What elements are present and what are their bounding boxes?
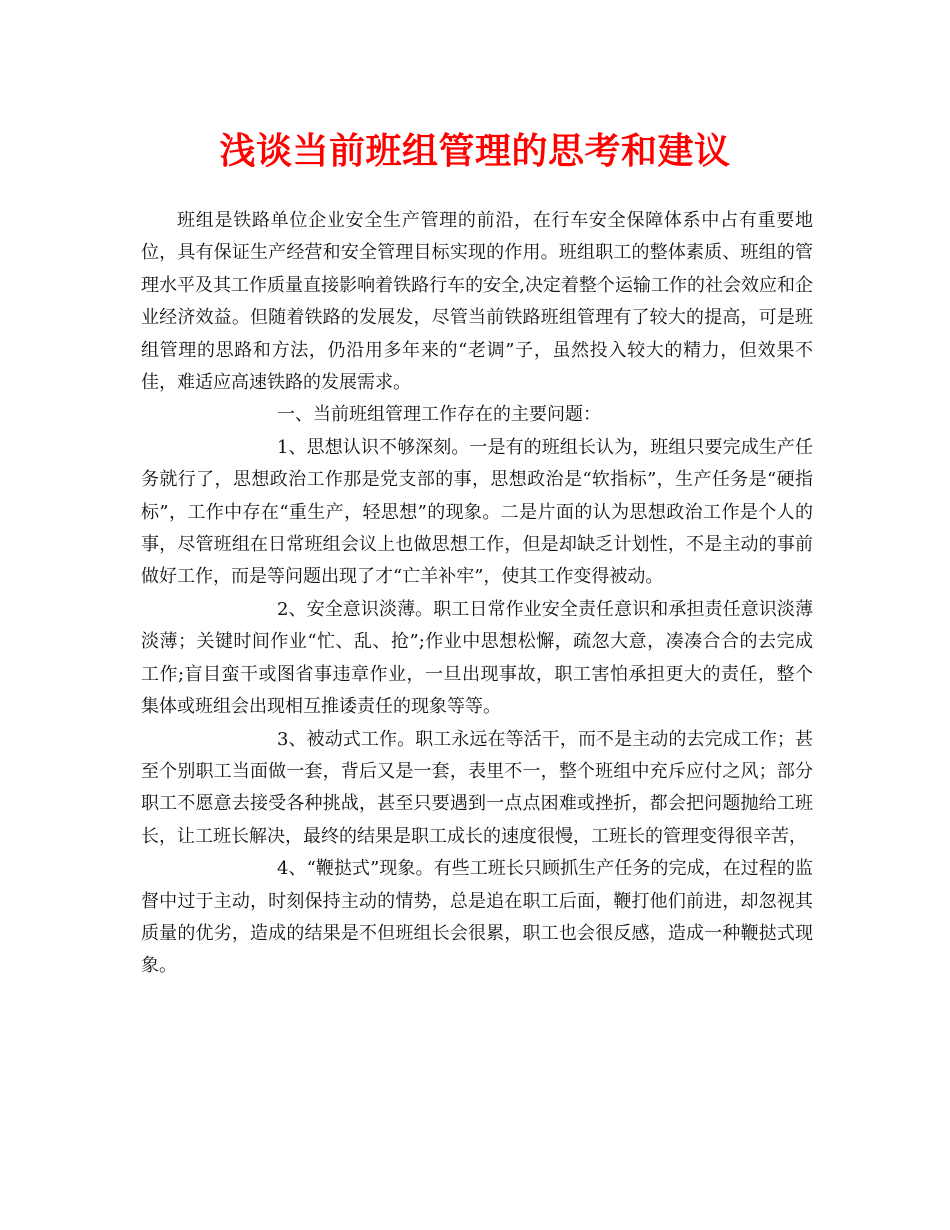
document-body <box>141 205 813 983</box>
section-heading: 一、当前班组管理工作存在的主要问题： <box>277 404 601 426</box>
point-1-paragraph: 1、思想认识不够深刻。一是有的班组长认为，班组只要完成生产任务就行了，思想政治工作那是党支部的事，思想政治是“软指标”，生产任务是“硬指标”，工作中存在“重生产，轻思想”的现象。二是片面的认为思想政治工作是个人的事，尽管班组在日常班组会议上也做思想工作，但是却缺乏计划性，不是主动的事前做好工作，而是等问题出现了才“亡羊补牢”，使其工作变得被动。 <box>141 436 813 588</box>
point-2-paragraph: 2、安全意识淡薄。职工日常作业安全责任意识和承担责任意识淡薄淡薄；关键时间作业“忙、乱、抢”;作业中思想松懈，疏忽大意，凑凑合合的去完成工作;盲目蛮干或图省事违章作业，一旦出现事故，职工害怕承担更大的责任，整个集体或班组会出现相互推诿责任的现象等等。 <box>141 598 813 718</box>
document-title: 浅谈当前班组管理的思考和建议 <box>219 130 731 172</box>
point-4-paragraph: 4、“鞭挞式”现象。有些工班长只顾抓生产任务的完成，在过程的监督中过于主动，时刻保持主动的情势，总是追在职工后面，鞭打他们前进，却忽视其质量的优劣，造成的结果是不但班组长会很累，职工也会很反感，造成一种鞭挞式现象。 <box>141 858 813 977</box>
point-3-paragraph: 3、被动式工作。职工永远在等活干，而不是主动的去完成工作；甚至个别职工当面做一套，背后又是一套，表里不一，整个班组中充斥应付之风；部分职工不愿意去接受各种挑战，甚至只要遇到一点点困难或挫折，都会把问题抛给工班长，让工班长解决，最终的结果是职工成长的速度很慢，工班长的管理变得很辛苦， <box>141 728 813 847</box>
intro-paragraph: 班组是铁路单位企业安全生产管理的前沿，在行车安全保障体系中占有重要地位，具有保证生产经营和安全管理目标实现的作用。班组职工的整体素质、班组的管理水平及其工作质量直接影响着铁路行车的安全,决定着整个运输工作的社会效应和企业经济效益。但随着铁路的发展发，尽管当前铁路班组管理有了较大的提高，可是班组管理的思路和方法，仍沿用多年来的“老调”子，虽然投入较大的精力，但效果不佳，难适应高速铁路的发展需求。 <box>141 210 813 394</box>
